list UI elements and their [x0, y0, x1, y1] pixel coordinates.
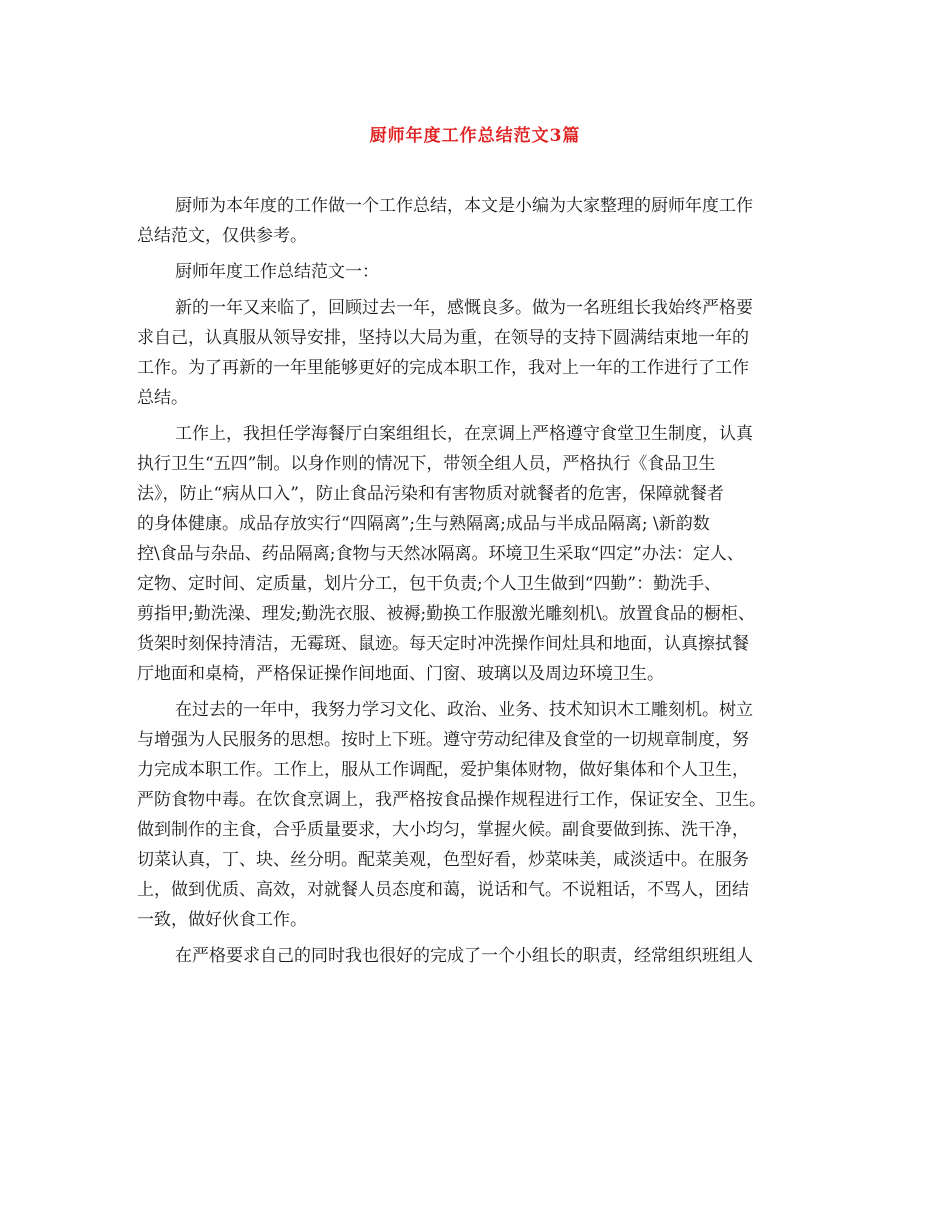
text-line: 厨师年度工作总结范文一：: [175, 262, 379, 282]
paragraph-section-heading: [137, 257, 817, 287]
paragraph-intro: [137, 191, 817, 251]
paragraph-hygiene: [137, 419, 817, 689]
text-line: 与增强为人民服务的思想。按时上下班。遵守劳动纪律及食堂的一切规章制度，努: [137, 730, 749, 750]
paragraph-learning: [137, 695, 817, 935]
text-line: 定物、定时间、定质量，划片分工，包干负责;个人卫生做到“四勤”：勤洗手、: [137, 574, 722, 594]
paragraph-overview: [137, 293, 817, 413]
text-line: 执行卫生“五四”制。以身作则的情况下，带领全组人员，严格执行《食品卫生: [137, 454, 716, 474]
text-line: 切菜认真，丁、块、丝分明。配菜美观，色型好看，炒菜味美，咸淡适中。在服务: [137, 850, 749, 870]
text-line: 厨师为本年度的工作做一个工作总结，本文是小编为大家整理的厨师年度工作: [175, 196, 753, 216]
document-title: 厨师年度工作总结范文3篇: [369, 126, 581, 146]
text-line: 法》，防止“病从口入”，防止食品污染和有害物质对就餐者的危害，保障就餐者: [137, 484, 724, 504]
text-line: 新的一年又来临了，回顾过去一年，感慨良多。做为一名班组长我始终严格要: [175, 298, 753, 318]
text-line: 在严格要求自己的同时我也很好的完成了一个小组长的职责，经常组织班组人: [175, 946, 753, 966]
text-line: 总结。: [137, 388, 188, 408]
text-line: 工作。为了再新的一年里能够更好的完成本职工作，我对上一年的工作进行了工作: [137, 358, 749, 378]
text-line: 总结范文，仅供参考。: [137, 226, 307, 246]
text-line: 上，做到优质、高效，对就餐人员态度和蔼，说话和气。不说粗话，不骂人，团结: [137, 880, 749, 900]
text-line: 力完成本职工作。工作上，服从工作调配，爱护集体财物，做好集体和个人卫生，: [137, 760, 749, 780]
text-line: 货架时刻保持清洁，无霉斑、鼠迹。每天定时冲洗操作间灶具和地面，认真擦拭餐: [137, 634, 749, 654]
text-line: 做到制作的主食，合乎质量要求，大小均匀，掌握火候。副食要做到拣、洗干净，: [137, 820, 749, 840]
text-line: 一致，做好伙食工作。: [137, 910, 307, 930]
text-line: 求自己，认真服从领导安排，坚持以大局为重，在领导的支持下圆满结束地一年的: [137, 328, 749, 348]
document-body: [137, 191, 817, 977]
text-line: 的身体健康。成品存放实行“四隔离”;生与熟隔离;成品与半成品隔离; \新韵数: [137, 514, 710, 534]
text-line: 工作上，我担任学海餐厅白案组组长，在烹调上严格遵守食堂卫生制度，认真: [175, 424, 753, 444]
text-line: 控\食品与杂品、药品隔离;食物与天然冰隔离。环境卫生采取“四定”办法：定人、: [137, 544, 744, 564]
text-line: 厅地面和桌椅，严格保证操作间地面、门窗、玻璃以及周边环境卫生。: [137, 664, 664, 684]
text-line: 严防食物中毒。在饮食烹调上，我严格按食品操作规程进行工作，保证安全、卫生。: [137, 790, 766, 810]
text-line: 剪指甲;勤洗澡、理发;勤洗衣服、被褥;勤换工作服激光雕刻机\。放置食品的橱柜、: [137, 604, 755, 624]
paragraph-team-leader: [137, 941, 817, 971]
text-line: 在过去的一年中，我努力学习文化、政治、业务、技术知识木工雕刻机。树立: [175, 700, 753, 720]
